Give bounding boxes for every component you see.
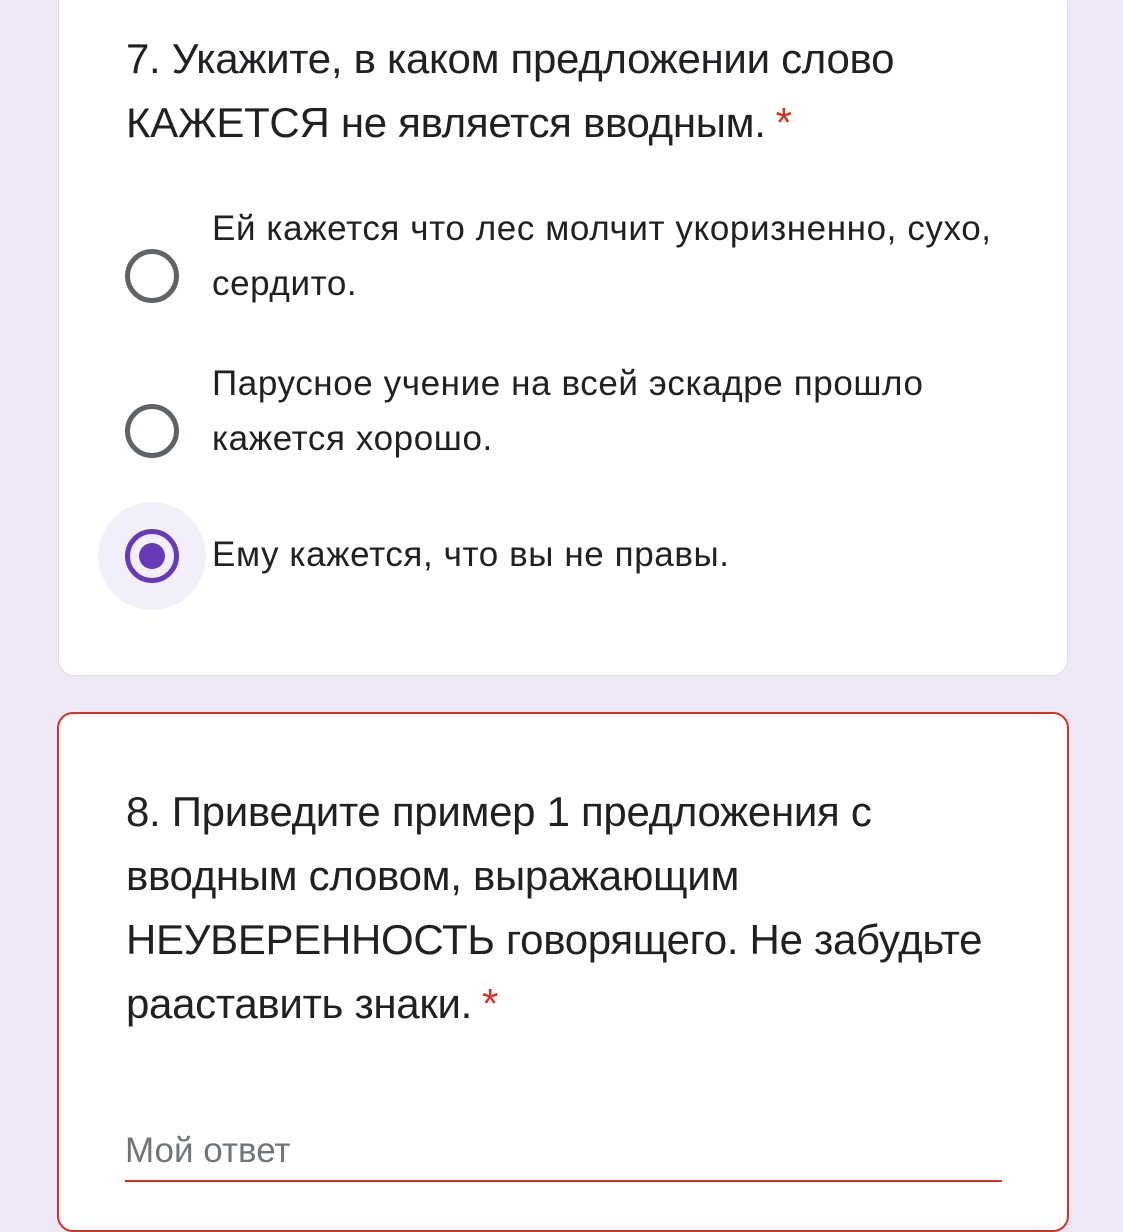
question-8-text: 8. Приведите пример 1 предложения с вводным словом, выражающим НЕУВЕРЕННОСТЬ говорящего. Не забудьте рааставить знаки. [126, 788, 983, 1027]
required-asterisk: * [481, 980, 499, 1027]
question-7-card [58, 0, 1068, 676]
radio-button-unchecked[interactable] [125, 249, 179, 303]
radio-selected-dot [139, 543, 165, 569]
answer-input[interactable] [125, 1122, 1002, 1182]
question-8-title [126, 780, 1006, 1036]
option-1[interactable] [59, 201, 1067, 321]
option-3[interactable] [59, 502, 1067, 612]
question-7-title [126, 27, 1026, 155]
option-1-label: Ей кажется что лес молчит укоризненно, сухо, сердито. [212, 209, 992, 303]
option-3-label: Ему кажется, что вы не правы. [212, 535, 730, 574]
required-asterisk: * [775, 99, 792, 146]
option-2-label: Парусное учение на всей эскадре прошло кажется хорошо. [212, 364, 924, 458]
option-2[interactable] [59, 356, 1067, 476]
question-8-card [57, 712, 1069, 1232]
question-7-text: 7. Укажите, в каком предложении слово КАЖЕТСЯ не является вводным. [126, 35, 895, 146]
radio-button-unchecked[interactable] [125, 404, 179, 458]
radio-button-checked[interactable] [125, 529, 179, 583]
